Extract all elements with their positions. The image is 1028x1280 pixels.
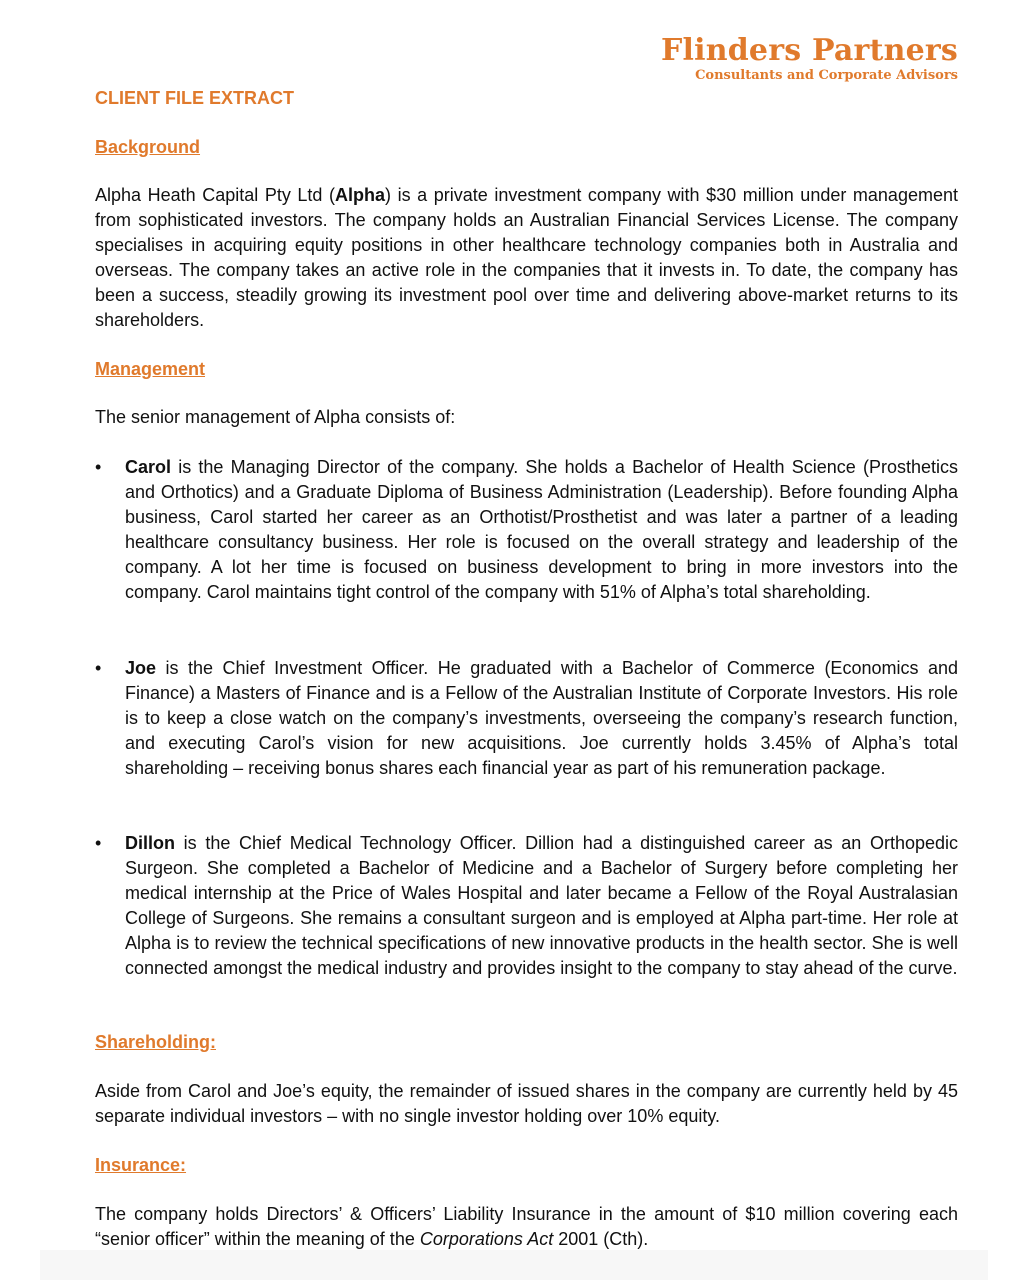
logo-tagline: Consultants and Corporate Advisors [695, 68, 958, 83]
list-item [95, 656, 958, 781]
management-heading: Management [95, 359, 206, 379]
bold-term: Alpha [334, 185, 385, 205]
background-heading: Background [95, 137, 201, 157]
text: 2001 (Cth). [553, 1229, 649, 1249]
person-name: Dillon [125, 833, 175, 853]
bullet-icon: • [95, 833, 102, 853]
text: Alpha Heath Capital Pty Ltd ( [95, 185, 335, 205]
shareholding-paragraph: Aside from Carol and Joe’s equity, the remainder of issued shares in the company are currently held by 45 separate individual investors – with no single investor holding over 10% equity. [95, 1081, 958, 1126]
background-paragraph [95, 183, 958, 333]
company-logo [661, 34, 958, 84]
bullet-icon: • [95, 457, 102, 477]
management-intro: The senior management of Alpha consists of: [95, 407, 456, 427]
person-name: Joe [125, 658, 157, 678]
page-bottom-shade [40, 1250, 988, 1280]
person-description: is the Chief Investment Officer. He graduated with a Bachelor of Commerce (Economics and Finance) a Masters of Finance and is a Fellow of the Australian Institute of Corporate Investors. His role is to keep a close watch on the company’s investments, overseeing the company’s research function, and executing Carol’s vision for new acquisitions. Joe currently holds 3.45% of Alpha’s total shareholding – receiving bonus shares each financial year as part of his remuneration package. [125, 658, 958, 778]
insurance-paragraph [95, 1202, 958, 1252]
person-name: Carol [125, 457, 172, 477]
act-title: Corporations Act [419, 1229, 554, 1249]
shareholding-heading: Shareholding: [95, 1032, 216, 1052]
person-description: is the Chief Medical Technology Officer. Dillion had a distinguished career as an Orthopedic Surgeon. She completed a Bachelor of Medicine and a Bachelor of Surgery before completing her medical internship at the Price of Wales Hospital and later became a Fellow of the Royal Australasian College of Surgeons. She remains a consultant surgeon and is employed at Alpha part-time. Her role at Alpha is to review the technical specifications of new innovative products in the health sector. She is well connected amongst the medical industry and provides insight to the company to stay ahead of the curve. [125, 833, 958, 978]
text: The company holds Directors’ & Officers’ Liability Insurance in the amount of $10 million covering each “senior officer” within the meaning of the [95, 1204, 958, 1249]
list-item [95, 455, 958, 605]
logo-name: Flinders Partners [661, 33, 958, 68]
document-title: CLIENT FILE EXTRACT [95, 88, 294, 108]
bullet-icon: • [95, 658, 102, 678]
insurance-heading: Insurance: [95, 1155, 187, 1175]
list-item [95, 831, 958, 981]
person-description: is the Managing Director of the company. She holds a Bachelor of Health Science (Prosthetics and Orthotics) and a Graduate Diploma of Business Administration (Leadership). Before founding Alpha business, Carol started her career as an Orthotist/Prosthetist and was later a partner of a leading healthcare consultancy business. Her role is focused on the overall strategy and leadership of the company. A lot her time is focused on business development to bring in more investors into the company. Carol maintains tight control of the company with 51% of Alpha’s total shareholding. [125, 457, 958, 602]
text: ) is a private investment company with $30 million under management from sophisticated investors. The company holds an Australian Financial Services License. The company specialises in acquiring equity positions in other healthcare technology companies both in Australia and overseas. The company takes an active role in the companies that it invests in. To date, the company has been a success, steadily growing its investment pool over time and delivering above-market returns to its shareholders. [95, 185, 958, 330]
